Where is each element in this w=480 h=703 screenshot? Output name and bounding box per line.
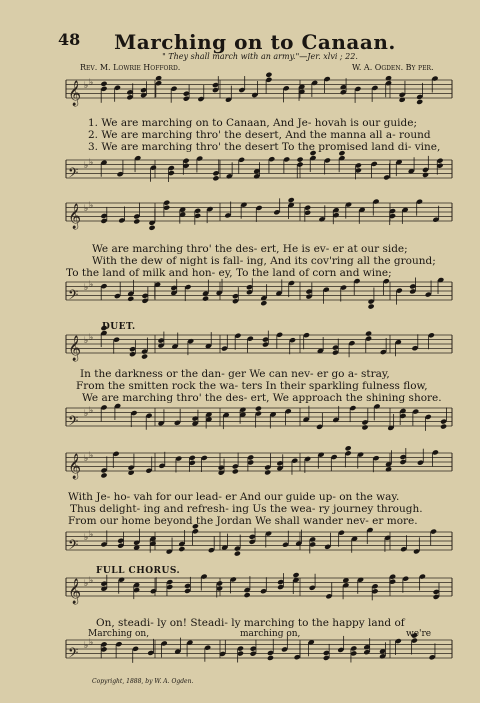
lyric-line: Thus delight- ing and refresh- ing Us the wea- ry journey through. xyxy=(70,503,423,515)
note-head xyxy=(422,172,429,178)
lyric-line: To the land of milk and hon- ey, To the land of corn and wine; xyxy=(66,267,392,279)
note-head xyxy=(100,472,107,478)
flat-sign: ♭ xyxy=(89,451,94,461)
note-head xyxy=(244,592,251,598)
note-head xyxy=(128,470,135,476)
treble-clef: 𝄞 xyxy=(68,579,82,604)
flat-sign: ♭ xyxy=(89,406,94,416)
treble-clef: 𝄞 xyxy=(68,81,82,106)
flat-sign: ♭ xyxy=(84,81,89,91)
bass-clef: 𝄢 xyxy=(68,165,79,184)
flat-sign: ♭ xyxy=(89,638,94,648)
flat-sign: ♭ xyxy=(89,280,94,290)
note-head xyxy=(385,466,392,472)
note-head xyxy=(416,99,423,105)
bass-clef: 𝄢 xyxy=(68,537,79,556)
note-head xyxy=(345,445,352,451)
flat-sign: ♭ xyxy=(89,201,94,211)
page-number: 48 xyxy=(58,30,81,49)
lyric-line: In the darkness or the dan- ger We can nev- er go a- stray, xyxy=(80,368,390,380)
lyric-line: With Je- ho- vah for our lead- er And our guide up- on the way. xyxy=(68,491,400,503)
note-head xyxy=(365,331,372,337)
lyric-line: 3. We are marching thro' the desert To the promised land di- vine, xyxy=(88,141,441,153)
lyric-line: With the dew of night is fall- ing, And its cov'ring all the ground; xyxy=(92,255,436,267)
flat-sign: ♭ xyxy=(89,158,94,168)
lyric-line: From the smitten rock the wa- ters In their sparkling fulness flow, xyxy=(76,380,428,392)
lyric-line: We are marching thro' the des- ert, We approach the shining shore. xyxy=(82,392,442,404)
lyric-line: 1. We are marching on to Canaan, And Je- hovah is our guide; xyxy=(88,117,417,129)
full-chorus-label: FULL CHORUS. xyxy=(96,566,181,576)
copyright-notice: Copyright, 1888, by W. A. Ogden. xyxy=(92,678,194,685)
note-head xyxy=(255,405,262,411)
scripture-reference: " They shall march with an army."—Jer. xlvi ; 22. xyxy=(162,52,358,61)
lyric-line: 2. We are marching thro' the desert, And the manna all a- round xyxy=(88,129,431,141)
treble-clef: 𝄞 xyxy=(68,336,82,361)
note-head xyxy=(141,353,148,359)
note-head xyxy=(232,468,239,474)
lyric-line: Marching on, xyxy=(88,629,150,639)
flat-sign: ♭ xyxy=(89,78,94,88)
bass-clef: 𝄢 xyxy=(68,413,79,432)
bass-clef: 𝄢 xyxy=(68,287,79,306)
note-head xyxy=(264,469,271,475)
treble-clef: 𝄞 xyxy=(68,204,82,229)
flat-sign: ♭ xyxy=(84,533,89,543)
flat-sign: ♭ xyxy=(84,641,89,651)
duet-label: DUET. xyxy=(102,322,136,332)
lyric-line: marching on, xyxy=(240,629,301,639)
note-head xyxy=(133,218,140,224)
lyric-line: we're xyxy=(406,629,432,639)
flat-sign: ♭ xyxy=(84,161,89,171)
flat-sign: ♭ xyxy=(89,576,94,586)
note-head xyxy=(212,175,219,181)
lyric-line: On, steadi- ly on! Steadi- ly marching to the happy land of xyxy=(96,617,405,629)
hymn-title: Marching on to Canaan. xyxy=(114,30,396,54)
bass-clef: 𝄢 xyxy=(68,645,79,664)
flat-sign: ♭ xyxy=(84,283,89,293)
note-head xyxy=(127,296,134,302)
flat-sign: ♭ xyxy=(89,530,94,540)
treble-clef: 𝄞 xyxy=(68,454,82,479)
composer-credit: W. A. Ogden. By per. xyxy=(352,63,434,72)
note-head xyxy=(288,197,295,203)
flat-sign: ♭ xyxy=(84,579,89,589)
note-head xyxy=(368,303,375,309)
note-head xyxy=(296,156,303,162)
note-head xyxy=(292,572,299,578)
lyricist-credit: Rev. M. Lowrie Hofford. xyxy=(80,63,181,72)
note-head xyxy=(267,655,274,661)
flat-sign: ♭ xyxy=(84,454,89,464)
note-head xyxy=(440,423,447,429)
note-head xyxy=(202,296,209,302)
flat-sign: ♭ xyxy=(89,333,94,343)
lyric-line: From our home beyond the Jordan We shall wander nev- er more. xyxy=(68,515,418,527)
note-head xyxy=(100,81,107,87)
note-head xyxy=(234,550,241,556)
note-head xyxy=(148,225,155,231)
note-head xyxy=(260,300,267,306)
flat-sign: ♭ xyxy=(84,336,89,346)
flat-sign: ♭ xyxy=(84,204,89,214)
note-head xyxy=(265,72,272,78)
note-head xyxy=(178,546,185,552)
lyric-line: We are marching thro' the des- ert, He is ev- er at our side; xyxy=(92,243,408,255)
note-head xyxy=(385,75,392,81)
note-head xyxy=(361,424,368,430)
flat-sign: ♭ xyxy=(84,409,89,419)
